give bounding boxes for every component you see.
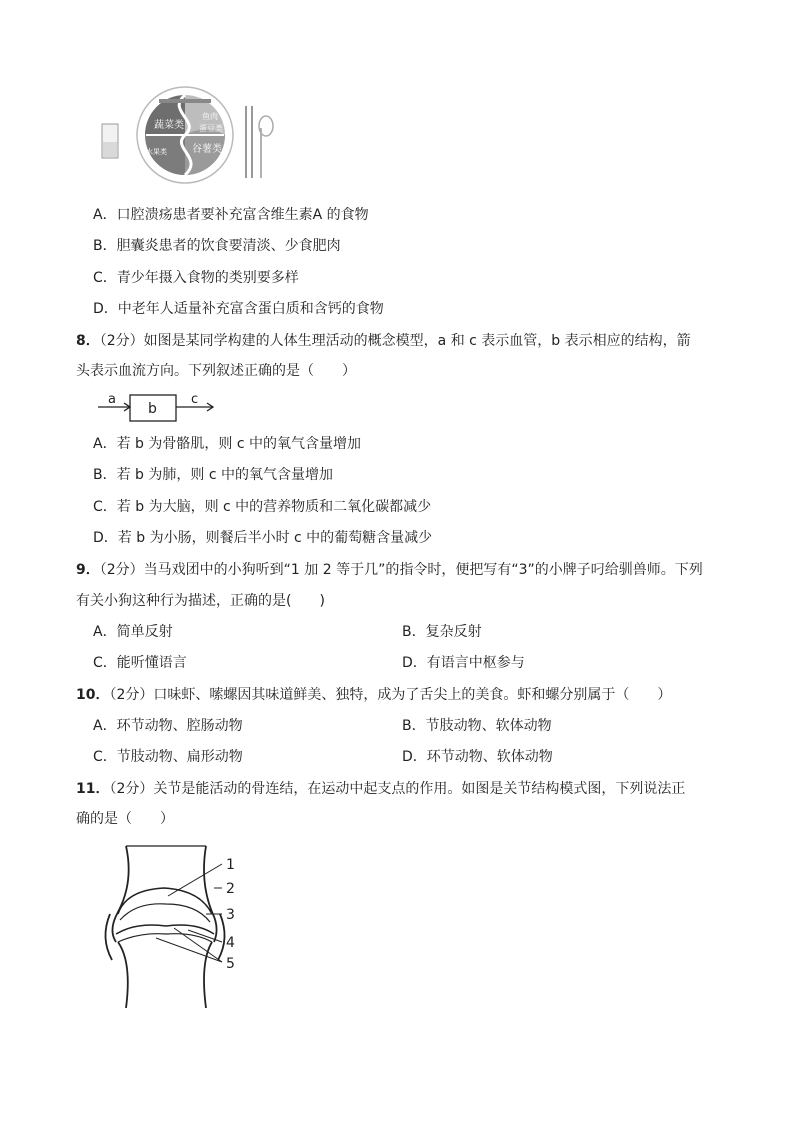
question-score: （2分）	[99, 562, 144, 578]
option-letter: D．	[93, 530, 118, 546]
question-score: （2分）	[109, 687, 154, 703]
q9-option-b[interactable]	[402, 622, 482, 642]
option-text: 节肢动物、软体动物	[425, 718, 552, 734]
plate-label-egg-bean: 蛋豆类	[199, 124, 223, 133]
option-text: 节肢动物、扁形动物	[116, 749, 243, 765]
option-text: 胆囊炎患者的饮食要清淡、少食肥肉	[116, 238, 341, 254]
question-number: 8．	[76, 333, 100, 349]
vessel-c-label: c	[191, 392, 199, 407]
q10-stem	[76, 685, 671, 705]
option-letter: A．	[93, 718, 117, 734]
q8-option-a[interactable]	[93, 434, 361, 454]
option-text: 环节动物、腔肠动物	[116, 718, 243, 734]
q7-option-b[interactable]	[93, 236, 341, 256]
q9-option-c[interactable]	[93, 653, 187, 673]
q8-option-b[interactable]	[93, 465, 333, 485]
joint-label-4: 4	[226, 935, 235, 951]
q9-stem-line2: 有关小狗这种行为描述，正确的是( )	[76, 593, 325, 609]
question-stem: 口味虾、嗦螺因其味道鲜美、独特，成为了舌尖上的美食。虾和螺分别属于（ ）	[153, 687, 672, 703]
option-text: 青少年摄入食物的类别要多样	[116, 270, 299, 286]
q10-option-a[interactable]	[93, 716, 243, 736]
vessel-a-label: a	[108, 392, 116, 407]
plate-label-vegetables: 蔬菜类	[154, 120, 184, 131]
plate-label-fish-meat: 鱼肉	[202, 112, 218, 121]
q8-option-c[interactable]	[93, 497, 431, 517]
option-letter: C．	[93, 655, 117, 671]
option-letter: B．	[402, 718, 426, 734]
option-letter: B．	[93, 467, 117, 483]
option-letter: A．	[93, 207, 117, 223]
q7-option-c[interactable]	[93, 268, 299, 288]
option-letter: A．	[93, 436, 117, 452]
option-text: 若 b 为骨骼肌，则 c 中的氧气含量增加	[116, 436, 361, 452]
blood-flow-diagram	[96, 392, 226, 424]
q8-option-d[interactable]	[93, 528, 432, 548]
option-letter: C．	[93, 499, 117, 515]
joint-label-3: 3	[226, 907, 235, 923]
option-text: 若 b 为大脑，则 c 中的营养物质和二氧化碳都减少	[116, 499, 432, 515]
q7-option-d[interactable]	[93, 299, 384, 319]
question-number: 11．	[76, 781, 110, 797]
plate-label-grains: 谷薯类	[192, 144, 222, 155]
chopsticks-spoon-icon	[246, 106, 273, 178]
q11-stem-line1	[76, 779, 685, 799]
option-letter: D．	[402, 655, 427, 671]
question-score: （2分）	[99, 333, 144, 349]
option-text: 环节动物、软体动物	[426, 749, 553, 765]
option-letter: D．	[93, 301, 118, 317]
plate-icon	[137, 87, 233, 183]
question-stem: 当马戏团中的小狗听到“1 加 2 等于几”的指令时，便把写有“3”的小牌子叼给驯兽师。下列	[143, 562, 703, 578]
option-text: 口腔溃疡患者要补充富含维生素A 的食物	[116, 207, 369, 223]
option-text: 能听懂语言	[116, 655, 187, 671]
option-letter: B．	[402, 624, 426, 640]
q8-stem-line2: 头表示血流方向。下列叙述正确的是（ ）	[76, 363, 356, 379]
option-text: 若 b 为小肠，则餐后半小时 c 中的葡萄糖含量减少	[117, 530, 433, 546]
q9-stem-line1	[76, 560, 703, 580]
q10-option-b[interactable]	[402, 716, 552, 736]
q10-option-c[interactable]	[93, 747, 243, 767]
question-score: （2分）	[109, 781, 154, 797]
plate-label-fruits: 水果类	[146, 148, 167, 156]
q10-option-d[interactable]	[402, 747, 553, 767]
question-stem: 如图是某同学构建的人体生理活动的概念模型，a 和 c 表示血管，b 表示相应的结构，箭	[143, 333, 691, 349]
joint-label-5: 5	[226, 956, 235, 972]
option-text: 若 b 为肺，则 c 中的氧气含量增加	[116, 467, 333, 483]
option-letter: C．	[93, 749, 117, 765]
q8-stem-line1	[76, 331, 691, 351]
q11-stem-line2: 确的是（ ）	[76, 811, 174, 827]
q9-option-d[interactable]	[402, 653, 525, 673]
joint-label-2: 2	[226, 881, 235, 897]
q9-option-a[interactable]	[93, 622, 173, 642]
structure-b-label: b	[148, 401, 157, 417]
option-text: 中老年人适量补充富含蛋白质和含钙的食物	[117, 301, 384, 317]
option-letter: D．	[402, 749, 427, 765]
option-text: 复杂反射	[425, 624, 482, 640]
joint-label-1: 1	[226, 857, 235, 873]
question-stem: 关节是能活动的骨连结，在运动中起支点的作用。如图是关节结构模式图，下列说法正	[153, 781, 686, 797]
option-letter: A．	[93, 624, 117, 640]
option-letter: C．	[93, 270, 117, 286]
q7-option-a[interactable]	[93, 205, 369, 225]
question-number: 10．	[76, 687, 110, 703]
option-letter: B．	[93, 238, 117, 254]
food-plate-figure	[96, 86, 286, 194]
joint-structure-diagram	[96, 842, 266, 1012]
question-number: 9．	[76, 562, 100, 578]
option-text: 有语言中枢参与	[426, 655, 525, 671]
glass-icon	[102, 124, 118, 158]
option-text: 简单反射	[116, 624, 173, 640]
